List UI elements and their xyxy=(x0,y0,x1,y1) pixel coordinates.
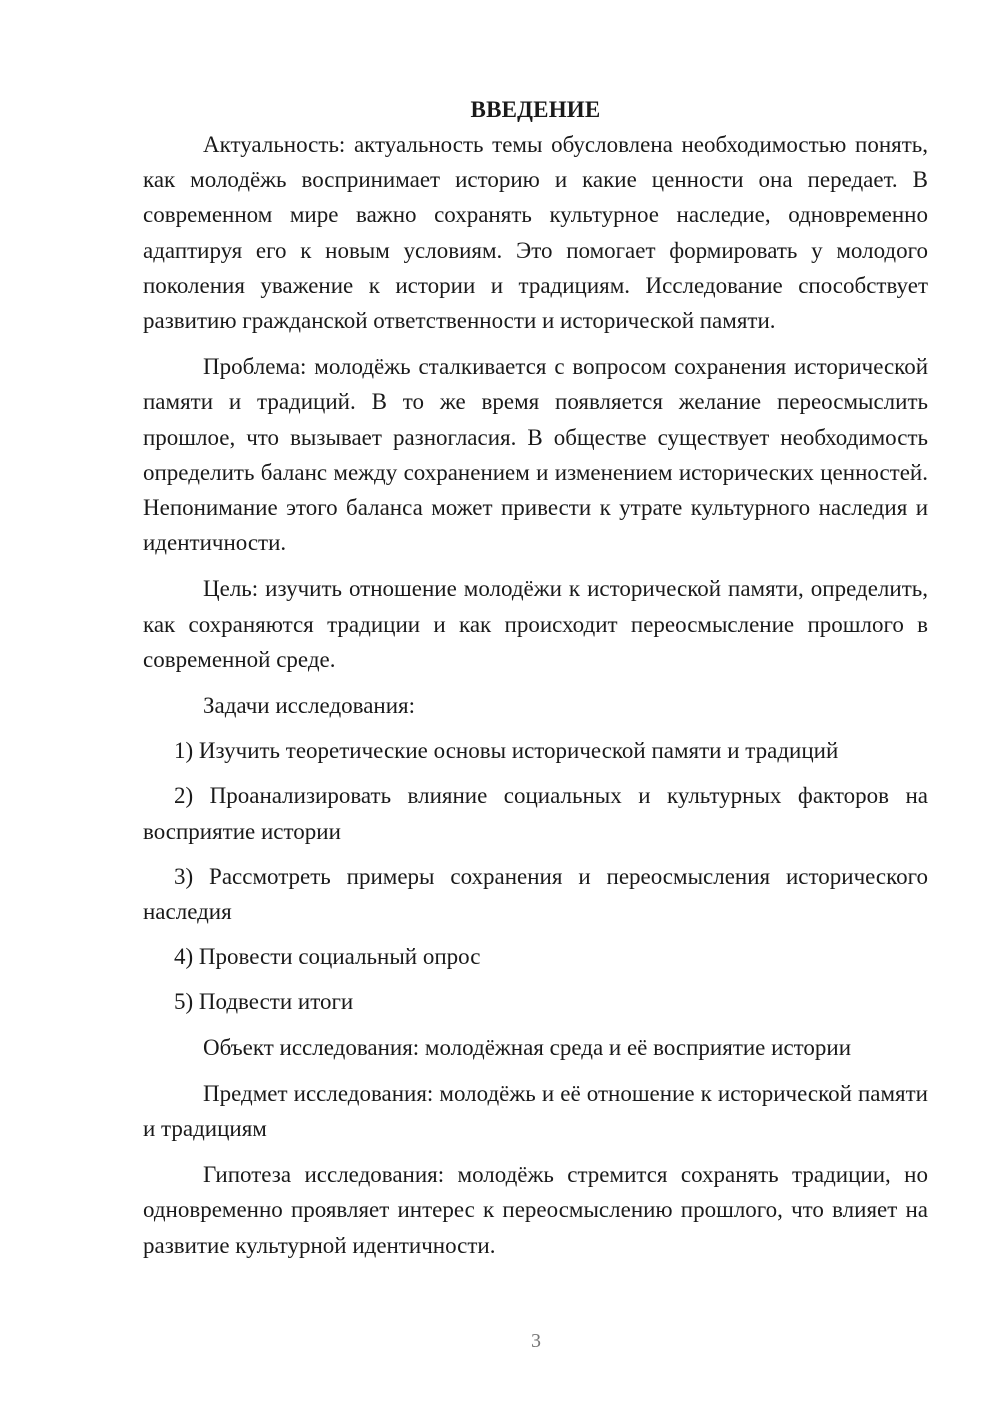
page-number: 3 xyxy=(531,1330,541,1352)
task-item-4: 4) Провести социальный опрос xyxy=(174,944,481,970)
paragraph-goal: Цель: изучить отношение молодёжи к исторической памяти, определить, как сохраняются традиции и как происходит переосмысление прошлого в современной среде. xyxy=(143,576,928,672)
task-item-5: 5) Подвести итоги xyxy=(174,989,354,1015)
page-title: ВВЕДЕНИЕ xyxy=(470,97,601,122)
task-item-1: 1) Изучить теоретические основы исторической памяти и традиций xyxy=(174,738,839,764)
task-item-3: 3) Рассмотреть примеры сохранения и переосмысления исторического наследия xyxy=(143,863,928,925)
paragraph-relevance: Актуальность: актуальность темы обусловлена необходимостью понять, как молодёжь воспринимает историю и какие ценности она передает. В современном мире важно сохранять культурное наследие, одновременно адаптируя его к новым условиям. Это помогает формировать у молодого поколения уважение к истории и традициям. Исследование способствует развитию гражданской ответственности и исторической памяти. xyxy=(143,132,928,334)
paragraph-problem: Проблема: молодёжь сталкивается с вопросом сохранения исторической памяти и традиций. В то же время появляется желание переосмыслить прошлое, что вызывает разногласия. В обществе существует необходимость определить баланс между сохранением и изменением исторических ценностей. Непонимание этого баланса может привести к утрате культурного наследия и идентичности. xyxy=(143,354,928,556)
task-item-2: 2) Проанализировать влияние социальных и культурных факторов на восприятие истории xyxy=(143,783,928,844)
tasks-heading: Задачи исследования: xyxy=(203,693,416,719)
document-page xyxy=(143,92,928,1274)
paragraph-object: Объект исследования: молодёжная среда и её восприятие истории xyxy=(203,1034,852,1060)
paragraph-hypothesis: Гипотеза исследования: молодёжь стремится сохранять традиции, но одновременно проявляет интерес к переосмыслению прошлого, что влияет на развитие культурной идентичности. xyxy=(143,1162,928,1258)
paragraph-subject: Предмет исследования: молодёжь и её отношение к исторической памяти и традициям xyxy=(143,1080,928,1142)
